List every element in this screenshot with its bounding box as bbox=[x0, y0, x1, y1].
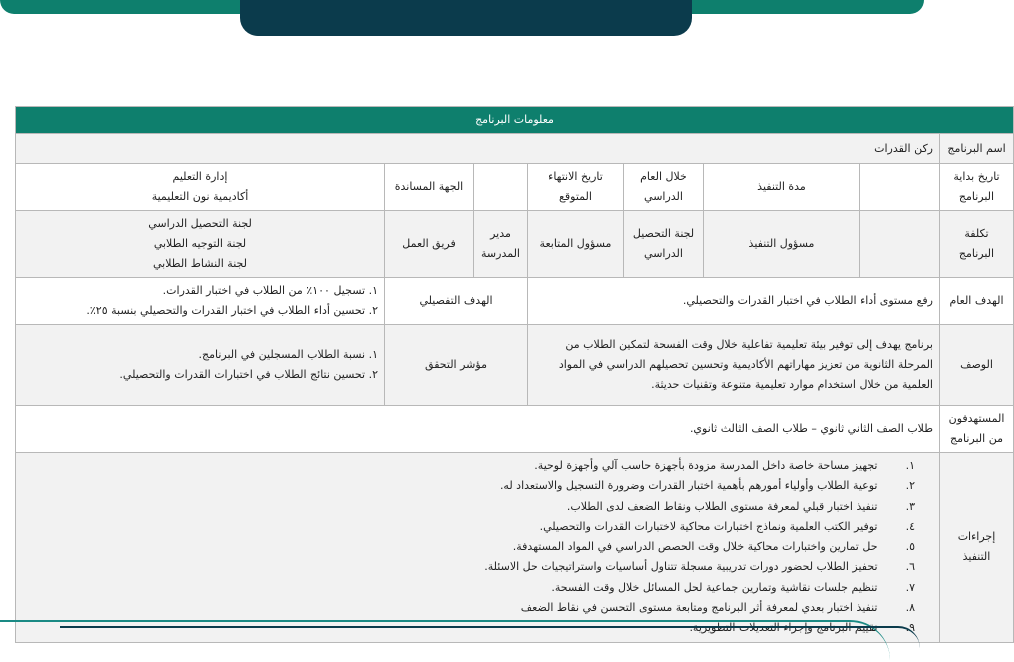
indicator-label: مؤشر التحقق bbox=[385, 325, 528, 406]
procedure-item bbox=[22, 497, 915, 517]
procedure-text: تقييم البرنامج وإجراء التعديلات التطويرية. bbox=[689, 621, 878, 635]
procedure-number: ٦. bbox=[905, 560, 915, 574]
procedure-item bbox=[22, 578, 915, 598]
procedures-value bbox=[16, 453, 940, 643]
duration-value: خلال العام الدراسي bbox=[624, 164, 704, 211]
header-tab bbox=[240, 0, 692, 36]
team-line: لجنة التحصيل الدراسي bbox=[148, 217, 252, 230]
table-title: معلومات البرنامج bbox=[16, 107, 1014, 134]
followup-label: مسؤول المتابعة bbox=[528, 211, 624, 278]
team-value bbox=[16, 211, 385, 278]
footer-curve-dark bbox=[60, 626, 920, 648]
procedure-number: ٨. bbox=[905, 601, 915, 615]
procedure-number: ٩. bbox=[905, 621, 915, 635]
support-list bbox=[22, 167, 378, 207]
procedure-text: تنفيذ اختبار بعدي لمعرفة أثر البرنامج ومتابعة مستوى التحسن في نقاط الضعف bbox=[520, 601, 878, 615]
support-label: الجهة المساندة bbox=[385, 164, 474, 211]
procedure-number: ٣. bbox=[905, 499, 915, 513]
procedure-number: ١. bbox=[905, 459, 915, 472]
procedure-item bbox=[22, 456, 915, 476]
team-list bbox=[22, 214, 378, 274]
procedure-number: ٢. bbox=[905, 479, 915, 493]
support-line: أكاديمية نون التعليمية bbox=[151, 190, 249, 203]
responsible-value: لجنة التحصيل الدراسي bbox=[624, 211, 704, 278]
detailed-goal-value bbox=[16, 278, 385, 325]
program-info-table bbox=[15, 106, 1014, 643]
procedures-label: إجراءات التنفيذ bbox=[940, 453, 1014, 643]
procedure-text: تحفيز الطلاب لحضور دورات تدريبية مسجلة تتناول أساسيات واستراتيجيات حل الاسئلة. bbox=[484, 560, 878, 574]
procedure-number: ٧. bbox=[905, 580, 915, 594]
support-value bbox=[16, 164, 385, 211]
start-date-value bbox=[860, 164, 940, 211]
procedure-text: توعية الطلاب وأولياء أمورهم بأهمية اختبار القدرات وضرورة التسجيل والاستعداد له. bbox=[499, 479, 878, 493]
program-name-label: اسم البرنامج bbox=[940, 134, 1014, 164]
indicator-list bbox=[22, 345, 378, 385]
indicator-item: ١. نسبة الطلاب المسجلين في البرنامج. bbox=[198, 348, 378, 361]
target-value: طلاب الصف الثاني ثانوي – طلاب الصف الثالث ثانوي. bbox=[16, 406, 940, 453]
duration-label: مدة التنفيذ bbox=[704, 164, 860, 211]
indicator-item: ٢. تحسين نتائج الطلاب في اختبارات القدرات والتحصيلي. bbox=[119, 368, 378, 381]
team-label: فريق العمل bbox=[385, 211, 474, 278]
program-name-value: ركن القدرات bbox=[16, 134, 940, 164]
detailed-goal-list bbox=[22, 281, 378, 321]
procedure-text: تجهيز مساحة خاصة داخل المدرسة مزودة بأجهزة حاسب آلي وأجهزة لوحية. bbox=[534, 459, 878, 472]
procedure-item bbox=[22, 537, 915, 557]
indicator-value bbox=[16, 325, 385, 406]
procedure-item bbox=[22, 557, 915, 577]
end-date-label: تاريخ الانتهاء المتوقع bbox=[528, 164, 624, 211]
procedure-item bbox=[22, 598, 915, 618]
support-line: إدارة التعليم bbox=[172, 170, 228, 183]
procedures-list bbox=[22, 456, 933, 639]
procedure-item bbox=[22, 517, 915, 537]
target-label: المستهدفون من البرنامج bbox=[940, 406, 1014, 453]
team-line: لجنة التوجيه الطلابي bbox=[153, 237, 247, 250]
start-date-label: تاريخ بداية البرنامج bbox=[940, 164, 1014, 211]
detailed-goal-label: الهدف التفصيلي bbox=[385, 278, 528, 325]
cost-value bbox=[860, 211, 940, 278]
team-line: لجنة النشاط الطلابي bbox=[153, 257, 247, 270]
end-date-value bbox=[474, 164, 528, 211]
detailed-goal-item: ٢. تحسين أداء الطلاب في اختبار القدرات والتحصيلي بنسبة ٢٥٪. bbox=[86, 304, 378, 317]
general-goal-value: رفع مستوى أداء الطلاب في اختبار القدرات والتحصيلي. bbox=[528, 278, 940, 325]
detailed-goal-item: ١. تسجيل ١٠٠٪ من الطلاب في اختبار القدرات. bbox=[162, 284, 378, 297]
procedure-number: ٤. bbox=[905, 519, 915, 533]
procedure-text: تنفيذ اختبار قبلي لمعرفة مستوى الطلاب ونقاط الضعف لدى الطلاب. bbox=[566, 499, 878, 513]
general-goal-label: الهدف العام bbox=[940, 278, 1014, 325]
description-value: برنامج يهدف إلى توفير بيئة تعليمية تفاعلية خلال وقت الفسحة لتمكين الطلاب من المرحلة الثانوية من تعزيز مهاراتهم الأكاديمية وتحسين تحصيلهم الدراسي في المواد العلمية من خلال استخدام موارد تعليمية متنوعة وتقنيات حديثة. bbox=[528, 325, 940, 406]
procedure-text: حل تمارين واختبارات محاكية خلال وقت الحصص الدراسي في المواد المستهدفة. bbox=[512, 540, 878, 554]
procedure-text: تنظيم جلسات نقاشية وتمارين جماعية لحل المسائل خلال وقت الفسحة. bbox=[551, 580, 878, 594]
procedure-number: ٥. bbox=[905, 540, 915, 554]
followup-value: مدير المدرسة bbox=[474, 211, 528, 278]
procedure-item bbox=[22, 476, 915, 496]
responsible-label: مسؤول التنفيذ bbox=[704, 211, 860, 278]
description-label: الوصف bbox=[940, 325, 1014, 406]
cost-label: تكلفة البرنامج bbox=[940, 211, 1014, 278]
procedure-text: توفير الكتب العلمية ونماذج اختبارات محاكية لاختبارات القدرات والتحصيلي. bbox=[539, 519, 878, 533]
